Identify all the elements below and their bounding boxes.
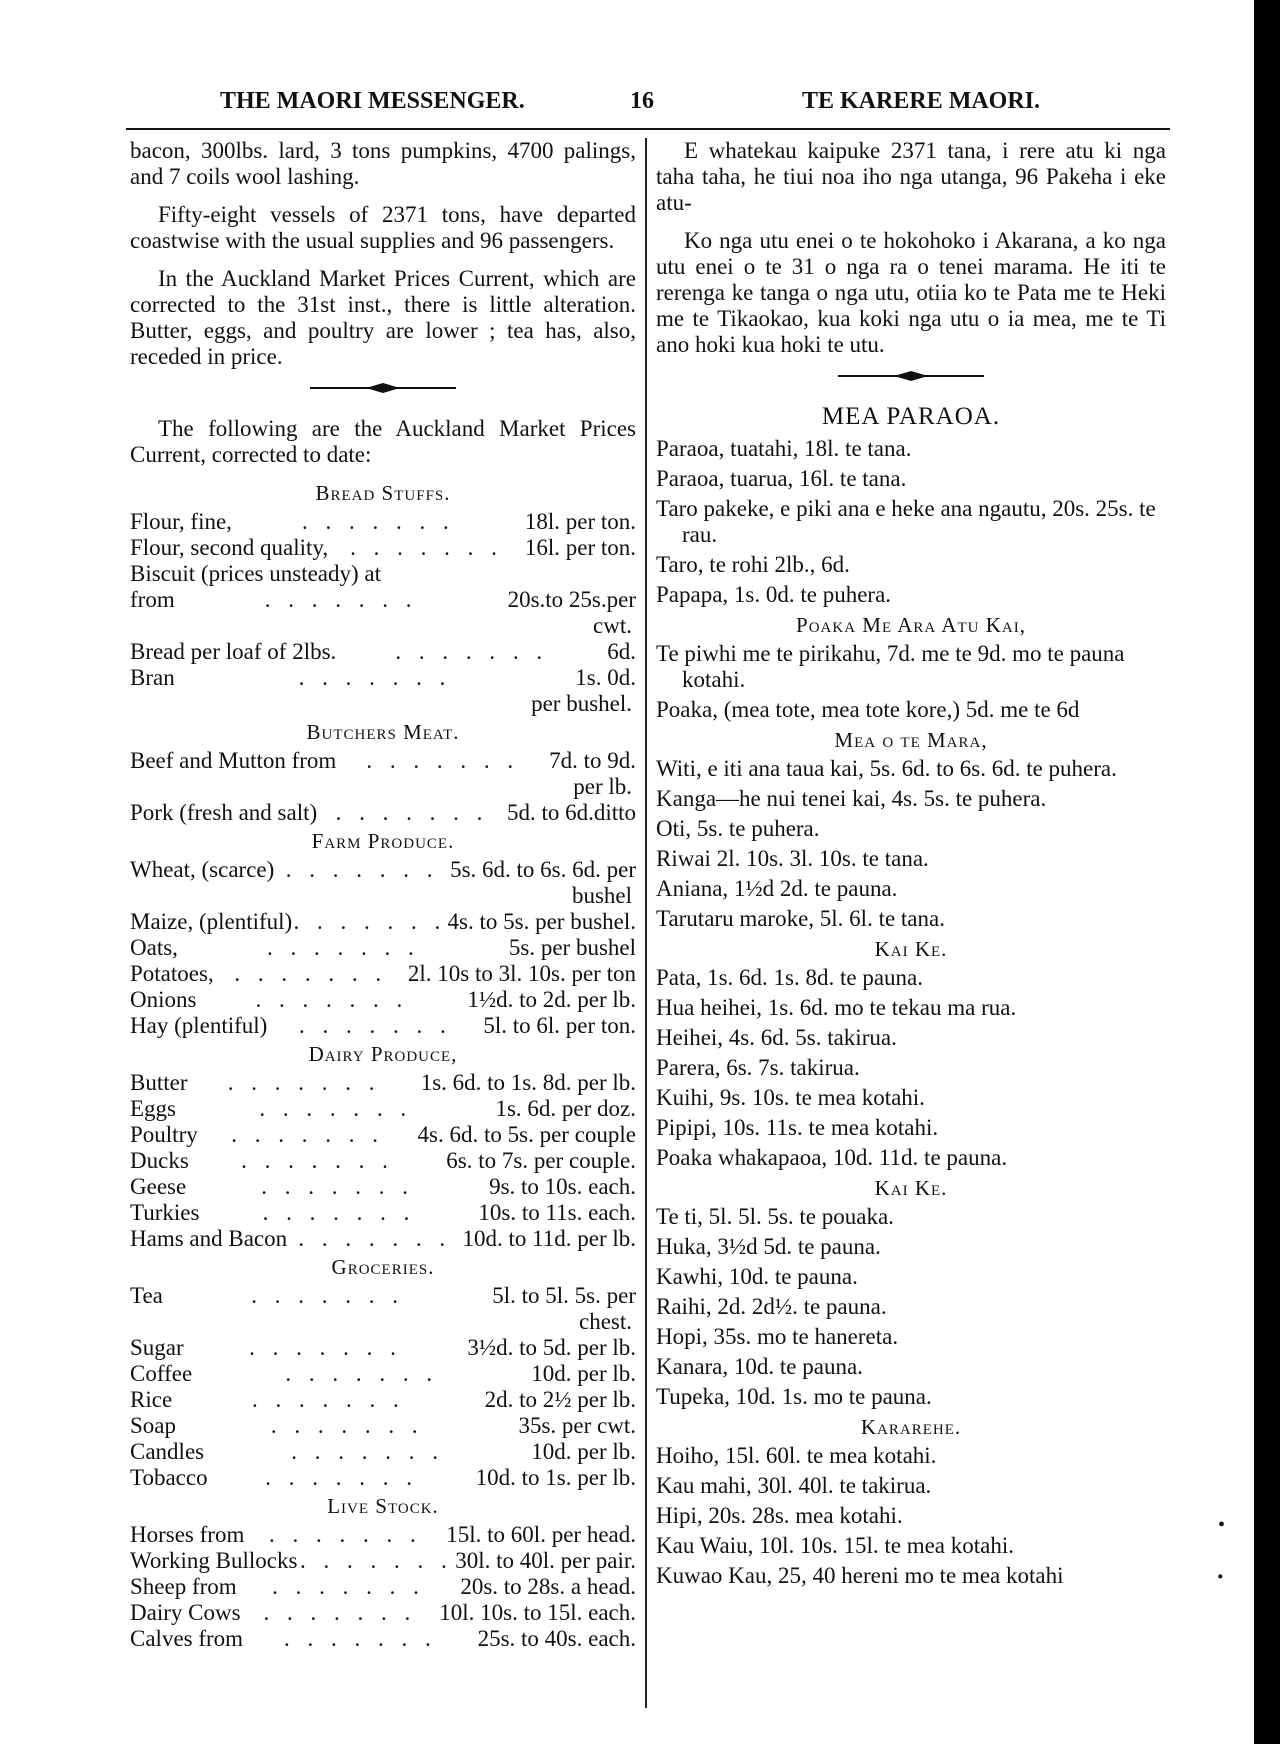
item-name: Turkies — [130, 1200, 200, 1225]
item-price: 10d. per lb. — [531, 1361, 636, 1386]
item-name: Bran — [130, 665, 175, 690]
page-edge-bar — [1254, 0, 1280, 1744]
leader-dots: . . . . . . . — [251, 1283, 404, 1308]
price-line: Hopi, 35s. mo te hanereta. — [656, 1324, 899, 1349]
price-row — [130, 587, 636, 613]
price-row — [130, 1200, 636, 1226]
price-line: Papapa, 1s. 0d. te puhera. — [656, 582, 892, 607]
price-row — [130, 1465, 636, 1491]
prices-intro: The following are the Auckland Market Prices Current, corrected to date: — [130, 416, 636, 467]
price-line: Kanara, 10d. te pauna. — [656, 1354, 863, 1379]
item-name: Flour, fine, — [130, 509, 232, 534]
price-row — [130, 561, 636, 587]
section-heading: Poaka Me Ara Atu Kai, — [796, 613, 1026, 637]
price-line: Aniana, 1½d 2d. te pauna. — [656, 876, 898, 901]
item-price: 4s. to 5s. per bushel. — [447, 909, 636, 934]
price-row — [130, 1283, 636, 1309]
leader-dots: . . . . . . . — [267, 935, 420, 960]
price-row — [130, 909, 636, 935]
price-line: Pata, 1s. 6d. 1s. 8d. te pauna. — [656, 965, 924, 990]
price-row — [130, 1439, 636, 1465]
price-row — [130, 1335, 636, 1361]
item-price: 10d. per lb. — [531, 1439, 636, 1464]
leader-dots: . . . . . . . — [350, 535, 503, 560]
section-heading: Live Stock. — [327, 1494, 439, 1518]
price-row — [130, 1522, 636, 1548]
price-line: Poaka whakapaoa, 10d. 11d. te pauna. — [656, 1145, 1008, 1170]
price-row — [130, 1122, 636, 1148]
item-name: Pork (fresh and salt) — [130, 800, 318, 825]
intro-paragraph: bacon, 300lbs. lard, 3 tons pumpkins, 4700 palings, and 7 coils wool lashing. — [130, 138, 636, 189]
intro-paragraph: Ko nga utu enei o te hokohoko i Akarana, a ko nga utu enei o te 31 o nga ra o tenei marama. He iti te rerenga ke tanga o nga utu, otiia ko te Pata me te Heki me te Tikaokao, kua koki nga utu o ia mea, me te Ti ano hoki kua hoki te utu. — [656, 228, 1166, 357]
item-name: Sheep from — [130, 1574, 237, 1599]
divider-ornament — [836, 370, 986, 382]
item-price: 5l. to 6l. per ton. — [483, 1013, 636, 1038]
item-price: 2l. 10s to 3l. 10s. per ton — [407, 961, 636, 986]
leader-dots: . . . . . . . — [262, 1200, 416, 1225]
item-name: Soap — [130, 1413, 176, 1438]
leader-dots: . . . . . . . — [298, 665, 452, 690]
price-line: Heihei, 4s. 6d. 5s. takirua. — [656, 1025, 897, 1050]
english-column — [130, 138, 636, 1652]
item-price: 18l. per ton. — [524, 509, 636, 534]
price-line: Hua heihei, 1s. 6d. mo te tekau ma rua. — [656, 995, 1017, 1020]
leader-dots: . . . . . . . — [366, 748, 520, 773]
intro-paragraph: E whatekau kaipuke 2371 tana, i rere atu ki nga taha taha, he tiui noa iho nga utanga, 96 Pakeha i eke atu- — [656, 138, 1166, 215]
item-price: 30l. to 40l. per pair. — [455, 1548, 636, 1573]
item-name: Calves from — [130, 1626, 244, 1651]
item-price-continued: chest. — [578, 1309, 632, 1334]
item-price: 20s.to 25s.per — [507, 587, 636, 612]
price-line: Taro, te rohi 2lb., 6d. — [656, 552, 850, 577]
price-row — [130, 1096, 636, 1122]
item-name: Tobacco — [130, 1465, 208, 1490]
section-heading: Groceries. — [331, 1255, 435, 1279]
price-row — [130, 1413, 636, 1439]
price-row — [130, 857, 636, 883]
section-heading: Kai Ke. — [874, 1176, 948, 1200]
price-row — [130, 935, 636, 961]
intro-paragraph: In the Auckland Market Prices Current, which are corrected to the 31st inst., there is little alteration. Butter, eggs, and poultry are lower ; tea has, also, receded in price. — [130, 266, 636, 369]
leader-dots: . . . . . . . — [259, 1096, 413, 1121]
section-heading: Bread Stuffs. — [315, 481, 451, 505]
price-line: Paraoa, tuatahi, 18l. te tana. — [656, 436, 912, 461]
page-header — [128, 88, 1168, 122]
price-line: Pipipi, 10s. 11s. te mea kotahi. — [656, 1115, 939, 1140]
item-price: 4s. 6d. to 5s. per couple — [417, 1122, 636, 1147]
item-price: 5s. per bushel — [508, 935, 636, 960]
leader-dots: . . . . . . . — [335, 800, 489, 825]
leader-dots: . . . . . . . — [265, 1465, 418, 1490]
section-heading: Dairy Produce, — [308, 1042, 458, 1066]
price-line: Parera, 6s. 7s. takirua. — [656, 1055, 860, 1080]
item-price: 5s. 6d. to 6s. 6d. per — [450, 857, 636, 882]
price-line: Raihi, 2d. 2d½. te pauna. — [656, 1294, 887, 1319]
item-name: Dairy Cows — [130, 1600, 241, 1625]
section-heading: Kararehe. — [860, 1415, 962, 1439]
price-line: Kawhi, 10d. te pauna. — [656, 1264, 858, 1289]
item-price: 6d. — [607, 639, 636, 664]
price-row — [130, 800, 636, 826]
price-row — [130, 509, 636, 535]
price-row — [130, 1600, 636, 1626]
price-line: Tupeka, 10d. 1s. mo te pauna. — [656, 1384, 932, 1409]
column-divider — [645, 138, 647, 1708]
maori-price-list — [656, 436, 1166, 1589]
leader-dots: . . . . . . . — [298, 1013, 452, 1038]
item-name: Sugar — [130, 1335, 184, 1360]
price-row — [130, 1361, 636, 1387]
item-price: 5d. to 6d.ditto — [506, 800, 636, 825]
section-title: MEA PARAOA. — [821, 403, 1001, 430]
price-row — [130, 1148, 636, 1174]
price-line: Kau mahi, 30l. 40l. te takirua. — [656, 1473, 932, 1498]
item-name: Hay (plentiful) — [130, 1013, 268, 1038]
item-price: 2d. to 2½ per lb. — [484, 1387, 636, 1412]
item-name: Onions — [130, 987, 197, 1012]
price-line: Hipi, 20s. 28s. mea kotahi. — [656, 1503, 903, 1528]
item-name: Butter — [130, 1070, 188, 1095]
price-line: Huka, 3½d 5d. te pauna. — [656, 1234, 881, 1259]
leader-dots: . . . . . . . — [272, 1574, 425, 1599]
price-row — [130, 1013, 636, 1039]
item-name: Maize, (plentiful) — [130, 909, 293, 934]
leader-dots: . . . . . . . — [395, 639, 549, 664]
item-price: 16l. per ton. — [524, 535, 636, 560]
item-name: Potatoes, — [130, 961, 214, 986]
price-line: Witi, e iti ana taua kai, 5s. 6d. to 6s. 6d. te puhera. — [656, 756, 1117, 781]
item-price: 1½d. to 2d. per lb. — [467, 987, 636, 1012]
page-number: 16 — [630, 88, 654, 114]
section-heading: Farm Produce. — [311, 829, 455, 853]
header-rule — [126, 128, 1170, 130]
item-price: 7d. to 9d. — [549, 748, 636, 773]
price-row — [130, 1226, 636, 1252]
price-line: Oti, 5s. te puhera. — [656, 816, 820, 841]
price-row — [130, 961, 636, 987]
leader-dots: . . . . . . . — [255, 987, 409, 1012]
item-name: Tea — [130, 1283, 163, 1308]
leader-dots: . . . . . . . — [234, 961, 388, 986]
item-price: 6s. to 7s. per couple. — [446, 1148, 636, 1173]
header-right-title: TE KARERE MAORI. — [802, 88, 1041, 114]
item-name: Rice — [130, 1387, 173, 1412]
leader-dots: . . . . . . . — [261, 1174, 414, 1199]
item-price-continued: bushel — [571, 883, 632, 908]
item-price: 20s. to 28s. a head. — [460, 1574, 636, 1599]
item-name: Beef and Mutton from — [130, 748, 337, 773]
item-name: Biscuit (prices unsteady) at — [130, 561, 382, 586]
leader-dots: . . . . . . . — [268, 1522, 422, 1547]
item-price: 5l. to 5l. 5s. per — [492, 1283, 636, 1308]
item-name: Working Bullocks — [130, 1548, 298, 1573]
price-line: Riwai 2l. 10s. 3l. 10s. te tana. — [656, 846, 929, 871]
leader-dots: . . . . . . . — [227, 1070, 381, 1095]
leader-dots: . . . . . . . — [299, 1548, 453, 1573]
price-row — [130, 665, 636, 691]
price-row — [130, 535, 636, 561]
item-name: Bread per loaf of 2lbs. — [130, 639, 337, 664]
item-name: Horses from — [130, 1522, 245, 1547]
stray-mark: · — [1216, 1562, 1225, 1591]
leader-dots: . . . . . . . — [291, 1439, 445, 1464]
price-row — [130, 987, 636, 1013]
price-list — [130, 480, 636, 1652]
maori-column — [656, 138, 1166, 1593]
item-price: 3½d. to 5d. per lb. — [467, 1335, 636, 1360]
stray-dot: • — [1218, 1514, 1226, 1536]
item-name: Flour, second quality, — [130, 535, 329, 560]
item-price: 1s. 0d. — [575, 665, 636, 690]
leader-dots: . . . . . . . — [302, 509, 455, 534]
price-line: Taro pakeke, e piki ana e heke ana ngautu, 20s. 25s. te rau. — [656, 496, 1156, 547]
leader-dots: . . . . . . . — [263, 1600, 417, 1625]
item-name: Eggs — [130, 1096, 176, 1121]
header-left-title: THE MAORI MESSENGER. — [220, 88, 525, 114]
item-name: Wheat, (scarce) — [130, 857, 275, 882]
leader-dots: . . . . . . . — [231, 1122, 384, 1147]
item-name: Geese — [130, 1174, 187, 1199]
item-price: 35s. per cwt. — [518, 1413, 636, 1438]
leader-dots: . . . . . . . — [285, 1361, 439, 1386]
price-line: Te ti, 5l. 5l. 5s. te pouaka. — [656, 1204, 894, 1229]
price-row — [130, 1174, 636, 1200]
item-name: Candles — [130, 1439, 205, 1464]
price-row — [130, 639, 636, 665]
leader-dots: . . . . . . . — [249, 1335, 402, 1360]
price-row — [130, 1070, 636, 1096]
item-name: Oats, — [130, 935, 178, 960]
item-price: 10l. 10s. to 15l. each. — [439, 1600, 636, 1625]
item-price: 10s. to 11s. each. — [478, 1200, 636, 1225]
item-name: Coffee — [130, 1361, 193, 1386]
price-line: Te piwhi me te pirikahu, 7d. me te 9d. mo te pauna kotahi. — [656, 641, 1125, 692]
leader-dots: . . . . . . . — [285, 857, 439, 882]
price-row — [130, 1387, 636, 1413]
item-price: 25s. to 40s. each. — [477, 1626, 636, 1651]
price-line: Kau Waiu, 10l. 10s. 15l. te mea kotahi. — [656, 1533, 1014, 1558]
divider-ornament — [308, 382, 458, 394]
price-line: Kanga—he nui tenei kai, 4s. 5s. te puhera. — [656, 786, 1047, 811]
item-price: 9s. to 10s. each. — [489, 1174, 636, 1199]
item-price-continued: per bushel. — [531, 691, 632, 716]
price-line: Kuihi, 9s. 10s. te mea kotahi. — [656, 1085, 925, 1110]
item-price-continued: cwt. — [593, 613, 632, 638]
price-line: Tarutaru maroke, 5l. 6l. te tana. — [656, 906, 945, 931]
leader-dots: . . . . . . . — [252, 1387, 405, 1412]
price-row — [130, 1626, 636, 1652]
leader-dots: . . . . . . . — [283, 1626, 437, 1651]
price-row — [130, 1548, 636, 1574]
item-price-continued: per lb. — [573, 774, 632, 799]
item-price: 15l. to 60l. per head. — [446, 1522, 636, 1547]
leader-dots — [381, 561, 636, 587]
section-heading: Mea o te Mara, — [834, 728, 988, 752]
leader-dots: . . . . . . . — [293, 909, 447, 934]
price-row — [130, 1574, 636, 1600]
price-line: Kuwao Kau, 25, 40 hereni mo te mea kotahi — [656, 1563, 1064, 1588]
price-row — [130, 748, 636, 774]
item-price: 1s. 6d. per doz. — [495, 1096, 636, 1121]
item-name: Poultry — [130, 1122, 198, 1147]
leader-dots: . . . . . . . — [264, 587, 418, 612]
leader-dots: . . . . . . . — [270, 1413, 424, 1438]
item-price: 1s. 6d. to 1s. 8d. per lb. — [420, 1070, 636, 1095]
section-heading: Butchers Meat. — [306, 720, 460, 744]
leader-dots: . . . . . . . — [241, 1148, 394, 1173]
item-price: 10d. to 11d. per lb. — [462, 1226, 636, 1251]
price-line: Paraoa, tuarua, 16l. te tana. — [656, 466, 907, 491]
price-line: Hoiho, 15l. 60l. te mea kotahi. — [656, 1443, 937, 1468]
item-name: Hams and Bacon — [130, 1226, 288, 1251]
section-heading: Kai Ke. — [874, 937, 948, 961]
item-name: from — [130, 587, 175, 612]
leader-dots: . . . . . . . — [298, 1226, 452, 1251]
item-price: 10d. to 1s. per lb. — [475, 1465, 636, 1490]
item-name: Ducks — [130, 1148, 189, 1173]
intro-paragraph: Fifty-eight vessels of 2371 tons, have departed coastwise with the usual supplies and 96 passengers. — [130, 202, 636, 253]
price-line: Poaka, (mea tote, mea tote kore,) 5d. me te 6d — [656, 697, 1080, 722]
